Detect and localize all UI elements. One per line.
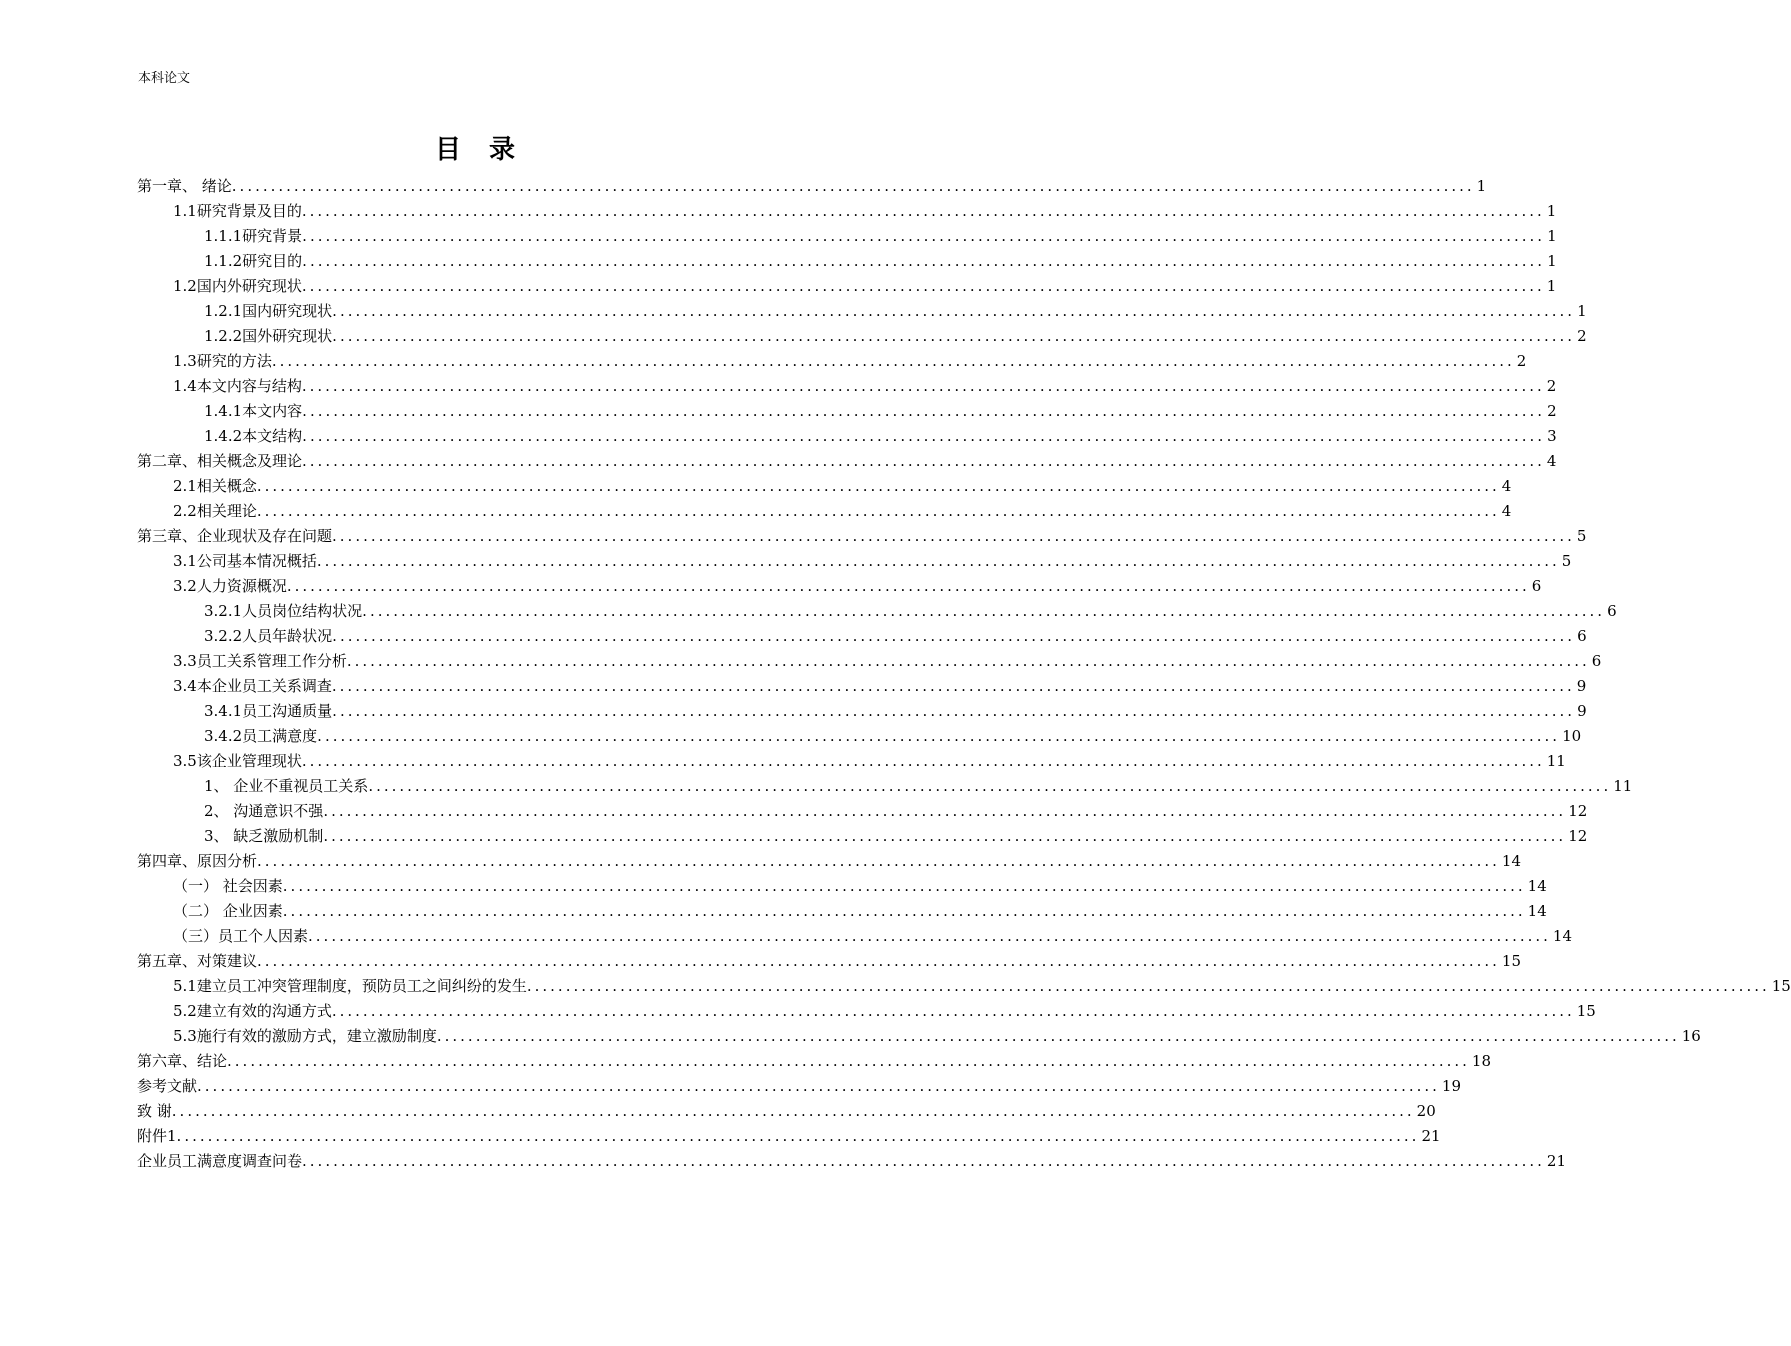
toc-entry[interactable] bbox=[137, 449, 1557, 474]
toc-entry-page-number: 9 bbox=[1577, 702, 1587, 720]
toc-dot-leader: ................................................................................................................................................................ bbox=[256, 477, 1500, 495]
toc-entry[interactable] bbox=[137, 649, 1602, 674]
toc-entry-page-number: 21 bbox=[1546, 1152, 1566, 1170]
toc-entry-page-number: 3 bbox=[1547, 427, 1557, 445]
toc-entry[interactable] bbox=[137, 1099, 1436, 1124]
toc-entry[interactable] bbox=[137, 999, 1596, 1024]
toc-entry-page-number: 18 bbox=[1471, 1052, 1491, 1070]
toc-entry-page-number: 19 bbox=[1441, 1077, 1461, 1095]
toc-entry-page-number: 15 bbox=[1771, 977, 1791, 995]
toc-entry[interactable] bbox=[137, 724, 1582, 749]
toc-dot-leader: ................................................................................................................................................................ bbox=[362, 602, 1606, 620]
toc-entry-page-number: 21 bbox=[1421, 1127, 1441, 1145]
toc-entry[interactable] bbox=[137, 799, 1588, 824]
toc-dot-leader: ................................................................................................................................................................ bbox=[227, 1052, 1470, 1070]
toc-entry[interactable] bbox=[137, 549, 1572, 574]
toc-entry-page-number: 15 bbox=[1501, 952, 1521, 970]
toc-entry-label: 3.1公司基本情况概括 bbox=[173, 552, 317, 570]
toc-dot-leader: ................................................................................................................................................................ bbox=[301, 202, 1545, 220]
toc-entry-page-number: 6 bbox=[1591, 652, 1602, 670]
toc-entry[interactable] bbox=[137, 949, 1521, 974]
toc-entry-label: 1.2.1国内研究现状 bbox=[204, 302, 333, 320]
toc-entry[interactable] bbox=[137, 699, 1587, 724]
toc-entry[interactable] bbox=[137, 849, 1521, 874]
toc-entry-label: 3.2.1人员岗位结构状况 bbox=[204, 602, 363, 620]
toc-entry[interactable] bbox=[137, 499, 1512, 524]
toc-entry-page-number: 20 bbox=[1416, 1102, 1436, 1120]
toc-dot-leader: ................................................................................................................................................................ bbox=[302, 252, 1546, 270]
toc-dot-leader: ................................................................................................................................................................ bbox=[282, 902, 1526, 920]
toc-entry-page-number: 4 bbox=[1501, 477, 1512, 495]
toc-entry-page-number: 2 bbox=[1546, 377, 1557, 395]
toc-dot-leader: ................................................................................................................................................................ bbox=[197, 1077, 1440, 1095]
toc-entry-label: 第四章、原因分析 bbox=[137, 852, 258, 870]
toc-entry-label: 2.1相关概念 bbox=[173, 477, 257, 495]
toc-dot-leader: ................................................................................................................................................................ bbox=[331, 1002, 1575, 1020]
toc-entry-page-number: 1 bbox=[1547, 227, 1557, 245]
toc-entry-label: 5.1建立员工冲突管理制度，预防员工之间纠纷的发生 bbox=[173, 977, 527, 995]
toc-entry-label: 3.3员工关系管理工作分析 bbox=[173, 652, 347, 670]
toc-dot-leader: ................................................................................................................................................................ bbox=[301, 752, 1545, 770]
toc-entry-label: 1、 企业不重视员工关系 bbox=[204, 777, 369, 795]
toc-entry[interactable] bbox=[137, 349, 1527, 374]
toc-dot-leader: ................................................................................................................................................................ bbox=[171, 1102, 1415, 1120]
toc-dot-leader: ................................................................................................................................................................ bbox=[332, 702, 1576, 720]
toc-entry-label: 5.2建立有效的沟通方式 bbox=[173, 1002, 332, 1020]
toc-dot-leader: ................................................................................................................................................................ bbox=[256, 502, 1500, 520]
toc-entry-page-number: 6 bbox=[1607, 602, 1617, 620]
toc-dot-leader: ................................................................................................................................................................ bbox=[302, 1152, 1545, 1170]
toc-entry-page-number: 14 bbox=[1552, 927, 1572, 945]
toc-entry-label: 致 谢 bbox=[137, 1102, 172, 1120]
toc-dot-leader: ................................................................................................................................................................ bbox=[301, 277, 1545, 295]
toc-dot-leader: ................................................................................................................................................................ bbox=[302, 227, 1546, 245]
toc-entry-page-number: 12 bbox=[1568, 827, 1588, 845]
toc-entry[interactable] bbox=[137, 674, 1587, 699]
toc-entry[interactable] bbox=[137, 399, 1557, 424]
toc-entry-page-number: 15 bbox=[1576, 1002, 1596, 1020]
toc-entry-page-number: 12 bbox=[1568, 802, 1588, 820]
toc-entry-label: 3.2.2人员年龄状况 bbox=[204, 627, 333, 645]
toc-entry[interactable] bbox=[137, 224, 1557, 249]
toc-entry[interactable] bbox=[137, 574, 1542, 599]
toc-dot-leader: ................................................................................................................................................................ bbox=[526, 977, 1770, 995]
toc-dot-leader: ................................................................................................................................................................ bbox=[346, 652, 1590, 670]
toc-entry-label: 第六章、结论 bbox=[137, 1052, 228, 1070]
toc-entry-page-number: 6 bbox=[1531, 577, 1542, 595]
toc-entry[interactable] bbox=[137, 1124, 1441, 1149]
toc-entry-label: 3.4本企业员工关系调查 bbox=[173, 677, 332, 695]
toc-entry[interactable] bbox=[137, 974, 1791, 999]
toc-title: 目录 bbox=[434, 135, 543, 165]
toc-entry[interactable] bbox=[137, 274, 1557, 299]
toc-entry-page-number: 4 bbox=[1501, 502, 1512, 520]
toc-entry[interactable] bbox=[137, 1149, 1566, 1174]
toc-dot-leader: ................................................................................................................................................................ bbox=[368, 777, 1612, 795]
toc-dot-leader: ................................................................................................................................................................ bbox=[301, 377, 1545, 395]
toc-entry-page-number: 1 bbox=[1547, 252, 1557, 270]
toc-entry-page-number: 1 bbox=[1546, 202, 1557, 220]
toc-entry-page-number: 16 bbox=[1681, 1027, 1701, 1045]
toc-entry-label: 2.2相关理论 bbox=[173, 502, 257, 520]
toc-entry-page-number: 5 bbox=[1576, 527, 1587, 545]
toc-entry-label: 5.3施行有效的激励方式，建立激励制度 bbox=[173, 1027, 437, 1045]
toc-dot-leader: ................................................................................................................................................................ bbox=[323, 802, 1567, 820]
toc-entry-label: 附件1 bbox=[137, 1127, 177, 1145]
toc-entry-page-number: 5 bbox=[1561, 552, 1572, 570]
toc-entry[interactable] bbox=[137, 1024, 1701, 1049]
toc-entry-label: （一） 社会因素 bbox=[173, 877, 283, 895]
toc-dot-leader: ................................................................................................................................................................ bbox=[282, 877, 1526, 895]
toc-entry-page-number: 2 bbox=[1516, 352, 1527, 370]
toc-entry-label: 1.3研究的方法 bbox=[173, 352, 272, 370]
toc-entry-page-number: 14 bbox=[1501, 852, 1521, 870]
toc-entry-page-number: 14 bbox=[1527, 902, 1547, 920]
toc-entry[interactable] bbox=[137, 624, 1587, 649]
toc-entry-label: 第二章、相关概念及理论 bbox=[137, 452, 303, 470]
toc-entry[interactable] bbox=[137, 199, 1557, 224]
toc-entry-label: 参考文献 bbox=[137, 1077, 198, 1095]
table-of-contents bbox=[137, 174, 1791, 1174]
toc-dot-leader: ................................................................................................................................................................ bbox=[271, 352, 1515, 370]
toc-entry[interactable] bbox=[137, 774, 1633, 799]
toc-dot-leader: ................................................................................................................................................................ bbox=[302, 452, 1545, 470]
toc-entry-page-number: 11 bbox=[1546, 752, 1566, 770]
toc-dot-leader: ................................................................................................................................................................ bbox=[308, 927, 1551, 945]
toc-dot-leader: ................................................................................................................................................................ bbox=[332, 627, 1576, 645]
toc-entry-page-number: 1 bbox=[1577, 302, 1587, 320]
toc-entry-label: 1.1研究背景及目的 bbox=[173, 202, 302, 220]
toc-entry-label: 1.2.2国外研究现状 bbox=[204, 327, 333, 345]
toc-dot-leader: ................................................................................................................................................................ bbox=[323, 827, 1567, 845]
toc-entry-page-number: 1 bbox=[1476, 177, 1487, 195]
toc-entry[interactable] bbox=[137, 1049, 1491, 1074]
toc-entry-page-number: 10 bbox=[1562, 727, 1582, 745]
toc-dot-leader: ................................................................................................................................................................ bbox=[176, 1127, 1420, 1145]
toc-entry-label: （三）员工个人因素 bbox=[173, 927, 309, 945]
toc-entry-page-number: 4 bbox=[1546, 452, 1557, 470]
toc-entry-label: （二） 企业因素 bbox=[173, 902, 283, 920]
toc-dot-leader: ................................................................................................................................................................ bbox=[302, 402, 1546, 420]
toc-entry[interactable] bbox=[137, 324, 1587, 349]
toc-entry-label: 企业员工满意度调查问卷 bbox=[137, 1152, 303, 1170]
toc-entry[interactable] bbox=[137, 174, 1487, 199]
toc-entry-label: 第五章、对策建议 bbox=[137, 952, 258, 970]
toc-entry[interactable] bbox=[137, 899, 1547, 924]
toc-entry-page-number: 14 bbox=[1527, 877, 1547, 895]
toc-entry-label: 第三章、企业现状及存在问题 bbox=[137, 527, 333, 545]
toc-entry-label: 1.4.1本文内容 bbox=[204, 402, 303, 420]
toc-entry-label: 1.1.1研究背景 bbox=[204, 227, 303, 245]
toc-dot-leader: ................................................................................................................................................................ bbox=[286, 577, 1530, 595]
toc-entry-label: 3.5该企业管理现状 bbox=[173, 752, 302, 770]
toc-entry[interactable] bbox=[137, 1074, 1461, 1099]
toc-entry-label: 3.2人力资源概况 bbox=[173, 577, 287, 595]
toc-entry-page-number: 1 bbox=[1546, 277, 1557, 295]
toc-entry-page-number: 2 bbox=[1547, 402, 1557, 420]
toc-entry-label: 第一章、 绪论 bbox=[137, 177, 232, 195]
toc-entry-label: 1.2国内外研究现状 bbox=[173, 277, 302, 295]
toc-dot-leader: ................................................................................................................................................................ bbox=[316, 552, 1560, 570]
toc-entry[interactable] bbox=[137, 374, 1557, 399]
toc-entry[interactable] bbox=[137, 874, 1547, 899]
toc-dot-leader: ................................................................................................................................................................ bbox=[302, 427, 1546, 445]
toc-dot-leader: ................................................................................................................................................................ bbox=[332, 302, 1576, 320]
toc-entry-label: 1.1.2研究目的 bbox=[204, 252, 303, 270]
toc-dot-leader: ................................................................................................................................................................ bbox=[257, 952, 1500, 970]
toc-entry[interactable] bbox=[137, 599, 1617, 624]
toc-entry-label: 2、 沟通意识不强 bbox=[204, 802, 324, 820]
toc-entry[interactable] bbox=[137, 424, 1557, 449]
toc-entry-page-number: 2 bbox=[1577, 327, 1587, 345]
toc-entry[interactable] bbox=[137, 474, 1512, 499]
toc-entry-page-number: 9 bbox=[1576, 677, 1587, 695]
toc-dot-leader: ................................................................................................................................................................ bbox=[332, 527, 1575, 545]
toc-entry[interactable] bbox=[137, 749, 1566, 774]
toc-dot-leader: ................................................................................................................................................................ bbox=[257, 852, 1500, 870]
toc-dot-leader: ................................................................................................................................................................ bbox=[231, 177, 1475, 195]
toc-entry[interactable] bbox=[137, 299, 1587, 324]
toc-entry-label: 1.4本文内容与结构 bbox=[173, 377, 302, 395]
toc-entry-label: 3.4.1员工沟通质量 bbox=[204, 702, 333, 720]
toc-entry[interactable] bbox=[137, 524, 1587, 549]
toc-entry-page-number: 11 bbox=[1613, 777, 1633, 795]
toc-dot-leader: ................................................................................................................................................................ bbox=[332, 327, 1576, 345]
document-header-label: 本科论文 bbox=[138, 71, 191, 86]
toc-dot-leader: ................................................................................................................................................................ bbox=[436, 1027, 1680, 1045]
toc-entry-label: 3.4.2员工满意度 bbox=[204, 727, 318, 745]
toc-dot-leader: ................................................................................................................................................................ bbox=[331, 677, 1575, 695]
toc-entry[interactable] bbox=[137, 824, 1588, 849]
toc-entry-label: 3、 缺乏激励机制 bbox=[204, 827, 324, 845]
toc-entry-label: 1.4.2本文结构 bbox=[204, 427, 303, 445]
toc-entry-page-number: 6 bbox=[1577, 627, 1587, 645]
toc-entry[interactable] bbox=[137, 249, 1557, 274]
toc-entry[interactable] bbox=[137, 924, 1572, 949]
toc-dot-leader: ................................................................................................................................................................ bbox=[317, 727, 1561, 745]
